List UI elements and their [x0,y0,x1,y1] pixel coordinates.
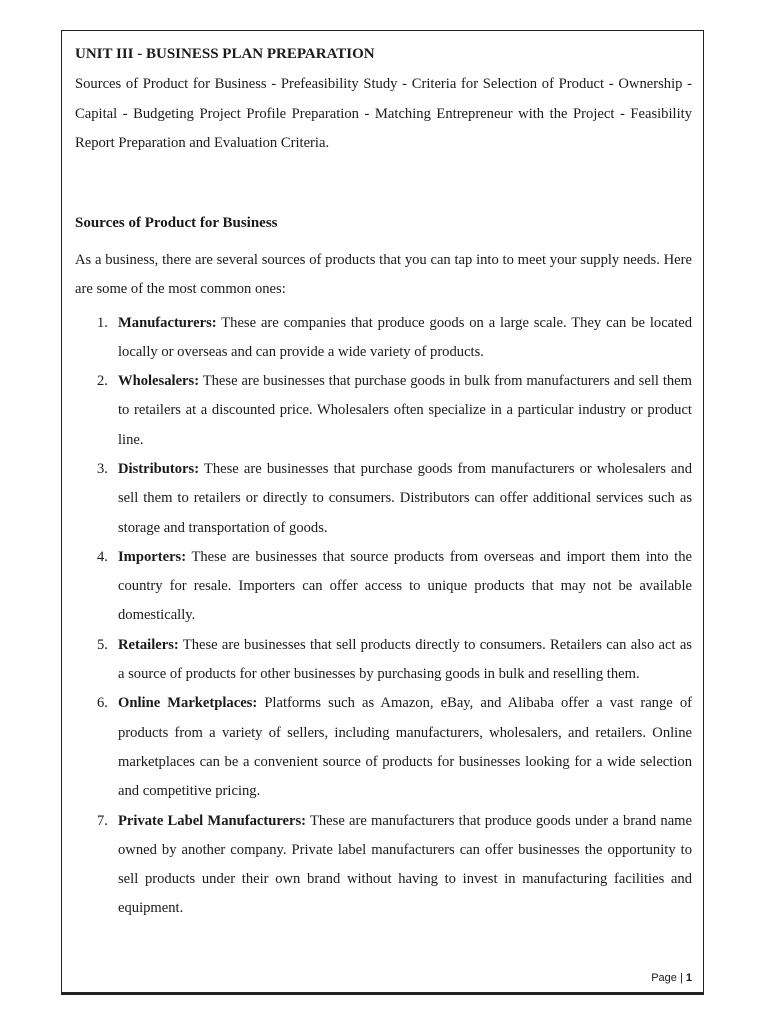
section-title: Sources of Product for Business [75,214,278,231]
list-item [75,455,692,543]
list-item-term: Manufacturers: [118,314,217,331]
document-body [75,40,692,924]
list-item [75,367,692,455]
list-item-text: These are businesses that sell products directly to consumers. Retailers can also act as a source of products for other businesses by purchasing goods in bulk and reselling them. [118,636,692,683]
page-number: 1 [685,972,692,984]
list-item-text: These are businesses that source products from overseas and import them into the country for resale. Importers can offer access to unique products that may not be available domestically. [118,548,692,624]
list-item-term: Importers: [118,548,187,565]
list-item-number: 1. [97,314,108,331]
list-item-number: 2. [97,373,108,390]
list-item-term: Online Marketplaces: [118,695,258,712]
unit-topics: Sources of Product for Business - Prefeasibility Study - Criteria for Selection of Product - Ownership - Capital - Budgeting Project Profile Preparation - Matching Entrepreneur with the Project - Feasibility Report Preparation and Evaluation Criteria. [75,76,692,151]
list-item-number: 6. [97,695,108,712]
list-item-text: These are companies that produce goods on a large scale. They can be located locally or overseas and can provide a wide variety of products. [118,314,692,360]
page-separator: | [676,972,686,984]
list-item-number: 5. [97,636,108,653]
unit-title: UNIT III - BUSINESS PLAN PREPARATION [75,46,375,62]
list-item [75,689,692,806]
list-item-text: These are manufacturers that produce goods under a brand name owned by another company. Private label manufacturers can offer businesses the opportunity to sell products under their own brand without having to invest in manufacturing facilities and equipment. [118,812,692,917]
list-item-term: Distributors: [118,460,200,477]
list-item-text: These are businesses that purchase goods from manufacturers or wholesalers and sell them to retailers or directly to consumers. Distributors can offer additional services such as storage and transportation of goods. [118,460,692,536]
list-item-number: 7. [97,812,108,829]
list-item-term: Wholesalers: [118,373,200,390]
list-item-term: Private Label Manufacturers: [118,812,307,829]
list-item-number: 3. [97,460,108,477]
list-item-text: These are businesses that purchase goods in bulk from manufacturers and sell them to retailers at a discounted price. Wholesalers often specialize in a particular industry or product line. [118,373,692,448]
list-item-number: 4. [97,548,108,565]
list-item [75,309,692,368]
page-footer [651,972,692,984]
intro-paragraph: As a business, there are several sources of products that you can tap into to meet your supply needs. Here are some of the most common ones: [75,251,692,297]
footer-rule [61,992,704,995]
list-item-text: Platforms such as Amazon, eBay, and Alibaba offer a vast range of products from a variety of sellers, including manufacturers, wholesalers, and retailers. Online marketplaces can be a convenient source of products for businesses looking for a wide selection and competitive pricing. [118,695,692,800]
list-item [75,631,692,690]
list-item [75,543,692,631]
list-item [75,807,692,924]
list-item-term: Retailers: [118,636,179,653]
product-sources-list [75,309,692,924]
page-label: Page [651,972,677,984]
